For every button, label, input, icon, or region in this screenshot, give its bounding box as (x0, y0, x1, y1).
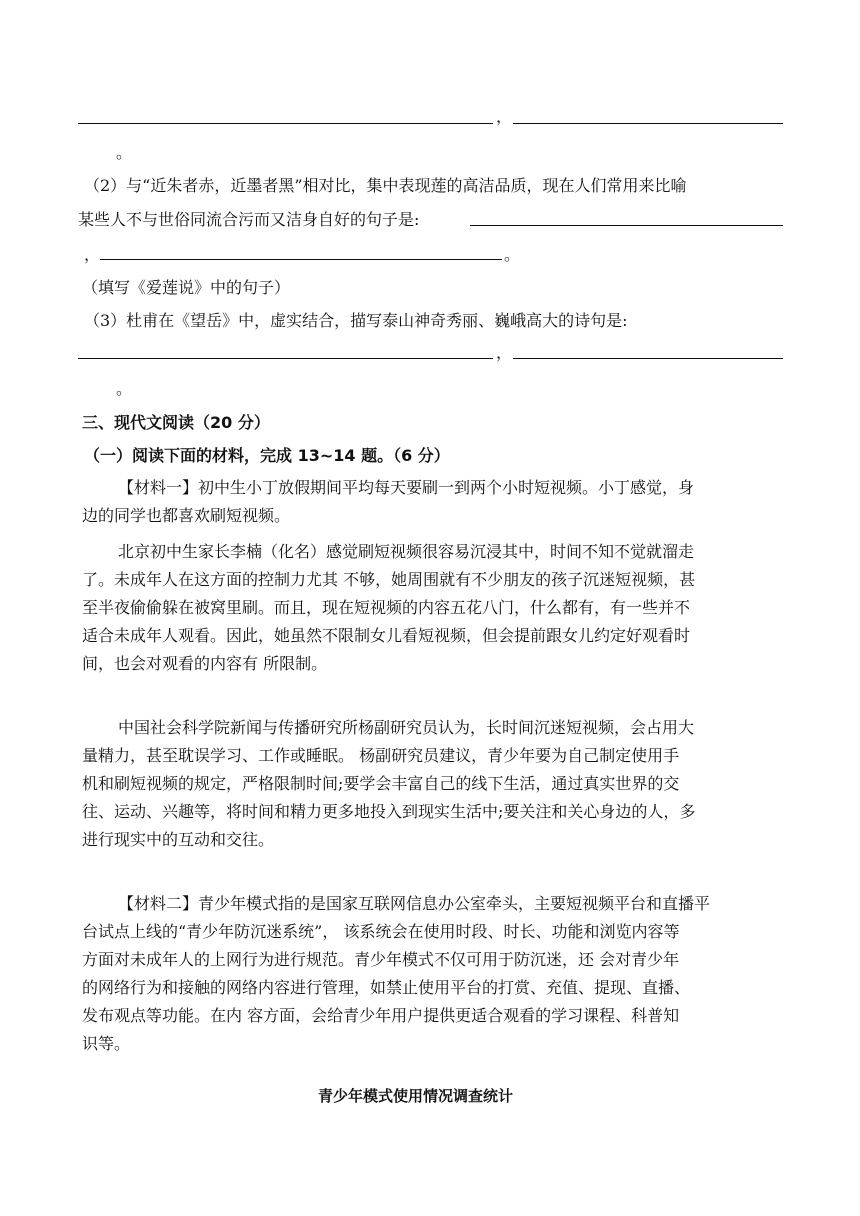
text-line: 识等。 (82, 1034, 131, 1053)
text-line: 边的同学也都喜欢刷短视频。 (82, 506, 291, 525)
punctuation-comma: ， (84, 245, 101, 264)
punctuation-period: 。 (116, 379, 133, 398)
text-line: 【材料一】初中生小丁放假期间平均每天要刷一到两个小时短视频。小丁感觉，身 (118, 478, 695, 497)
text-line: 北京初中生家长李楠（化名）感觉刷短视频很容易沉浸其中，时间不知不觉就溜走 (118, 542, 695, 561)
punctuation-comma: ， (496, 343, 513, 362)
text-line: 方面对未成年人的上网行为进行规范。青少年模式不仅可用于防沉迷，还 会对青少年 (82, 950, 680, 969)
material-1-para-2 (82, 538, 695, 678)
material-2-para-1 (82, 890, 710, 1058)
text-line: 发布观点等功能。在内 容方面，会给青少年用户提供更适合观看的学习课程、科普知 (82, 1006, 680, 1025)
answer-blank[interactable] (78, 358, 493, 359)
material-1-para-1 (82, 474, 694, 530)
text-line: 了。未成年人在这方面的控制力尤其 不够，她周围就有不少朋友的孩子沉迷短视频，甚 (82, 570, 696, 589)
text-line: 台试点上线的“青少年防沉迷系统”， 该系统会在使用时段、时长、功能和浏览内容等 (82, 922, 680, 941)
answer-blank[interactable] (513, 123, 783, 124)
section-heading: 三、现代文阅读（20 分） (82, 413, 270, 432)
text-line: 中国社会科学院新闻与传播研究所杨副研究员认为，长时间沉迷短视频，会占用大 (118, 718, 695, 737)
text-line: 【材料二】青少年模式指的是国家互联网信息办公室牵头，主要短视频平台和直播平 (118, 894, 711, 913)
subsection-heading: （一）阅读下面的材料，完成 13~14 题。（6 分） (84, 446, 450, 465)
text-line: 间，也会对观看的内容有 所限制。 (82, 654, 328, 673)
answer-blank[interactable] (513, 358, 783, 359)
text-line: 量精力，甚至耽误学习、工作或睡眠。 杨副研究员建议，青少年要为自己制定使用手 (82, 746, 680, 765)
text-line: 至半夜偷偷躲在被窝里刷。而且，现在短视频的内容五花八门，什么都有，有一些并不 (82, 598, 691, 617)
chart-title: 青少年模式使用情况调查统计 (318, 1087, 514, 1105)
answer-blank[interactable] (470, 225, 783, 226)
text-line: 的网络行为和接触的网络内容进行管理，如禁止使用平台的打赏、充值、提现、直播、 (82, 978, 691, 997)
question-2-line-2: 某些人不与世俗同流合污而又洁身自好的句子是: (78, 210, 420, 229)
material-1-para-3 (82, 714, 695, 854)
punctuation-period: 。 (504, 245, 521, 264)
text-line: 适合未成年人观看。因此，她虽然不限制女儿看短视频，但会提前跟女儿约定好观看时 (82, 626, 691, 645)
question-2-line-1: （2）与“近朱者赤，近墨者黑”相对比，集中表现莲的高洁品质，现在人们常用来比喻 (84, 176, 687, 195)
text-line: 往、运动、兴趣等，将时间和精力更多地投入到现实生活中;要关注和关心身边的人，多 (82, 802, 696, 821)
text-line: 机和刷短视频的规定，严格限制时间;要学会丰富自己的线下生活，通过真实世界的交 (82, 774, 680, 793)
question-3-line-1: （3）杜甫在《望岳》中，虚实结合，描写泰山神奇秀丽、巍峨高大的诗句是: (84, 311, 628, 330)
question-2-note: （填写《爱莲说》中的句子） (82, 278, 291, 297)
punctuation-period: 。 (116, 143, 133, 162)
answer-blank[interactable] (78, 123, 493, 124)
punctuation-comma: ， (496, 107, 513, 126)
text-line: 进行现实中的互动和交往。 (82, 830, 275, 849)
answer-blank[interactable] (100, 259, 502, 260)
